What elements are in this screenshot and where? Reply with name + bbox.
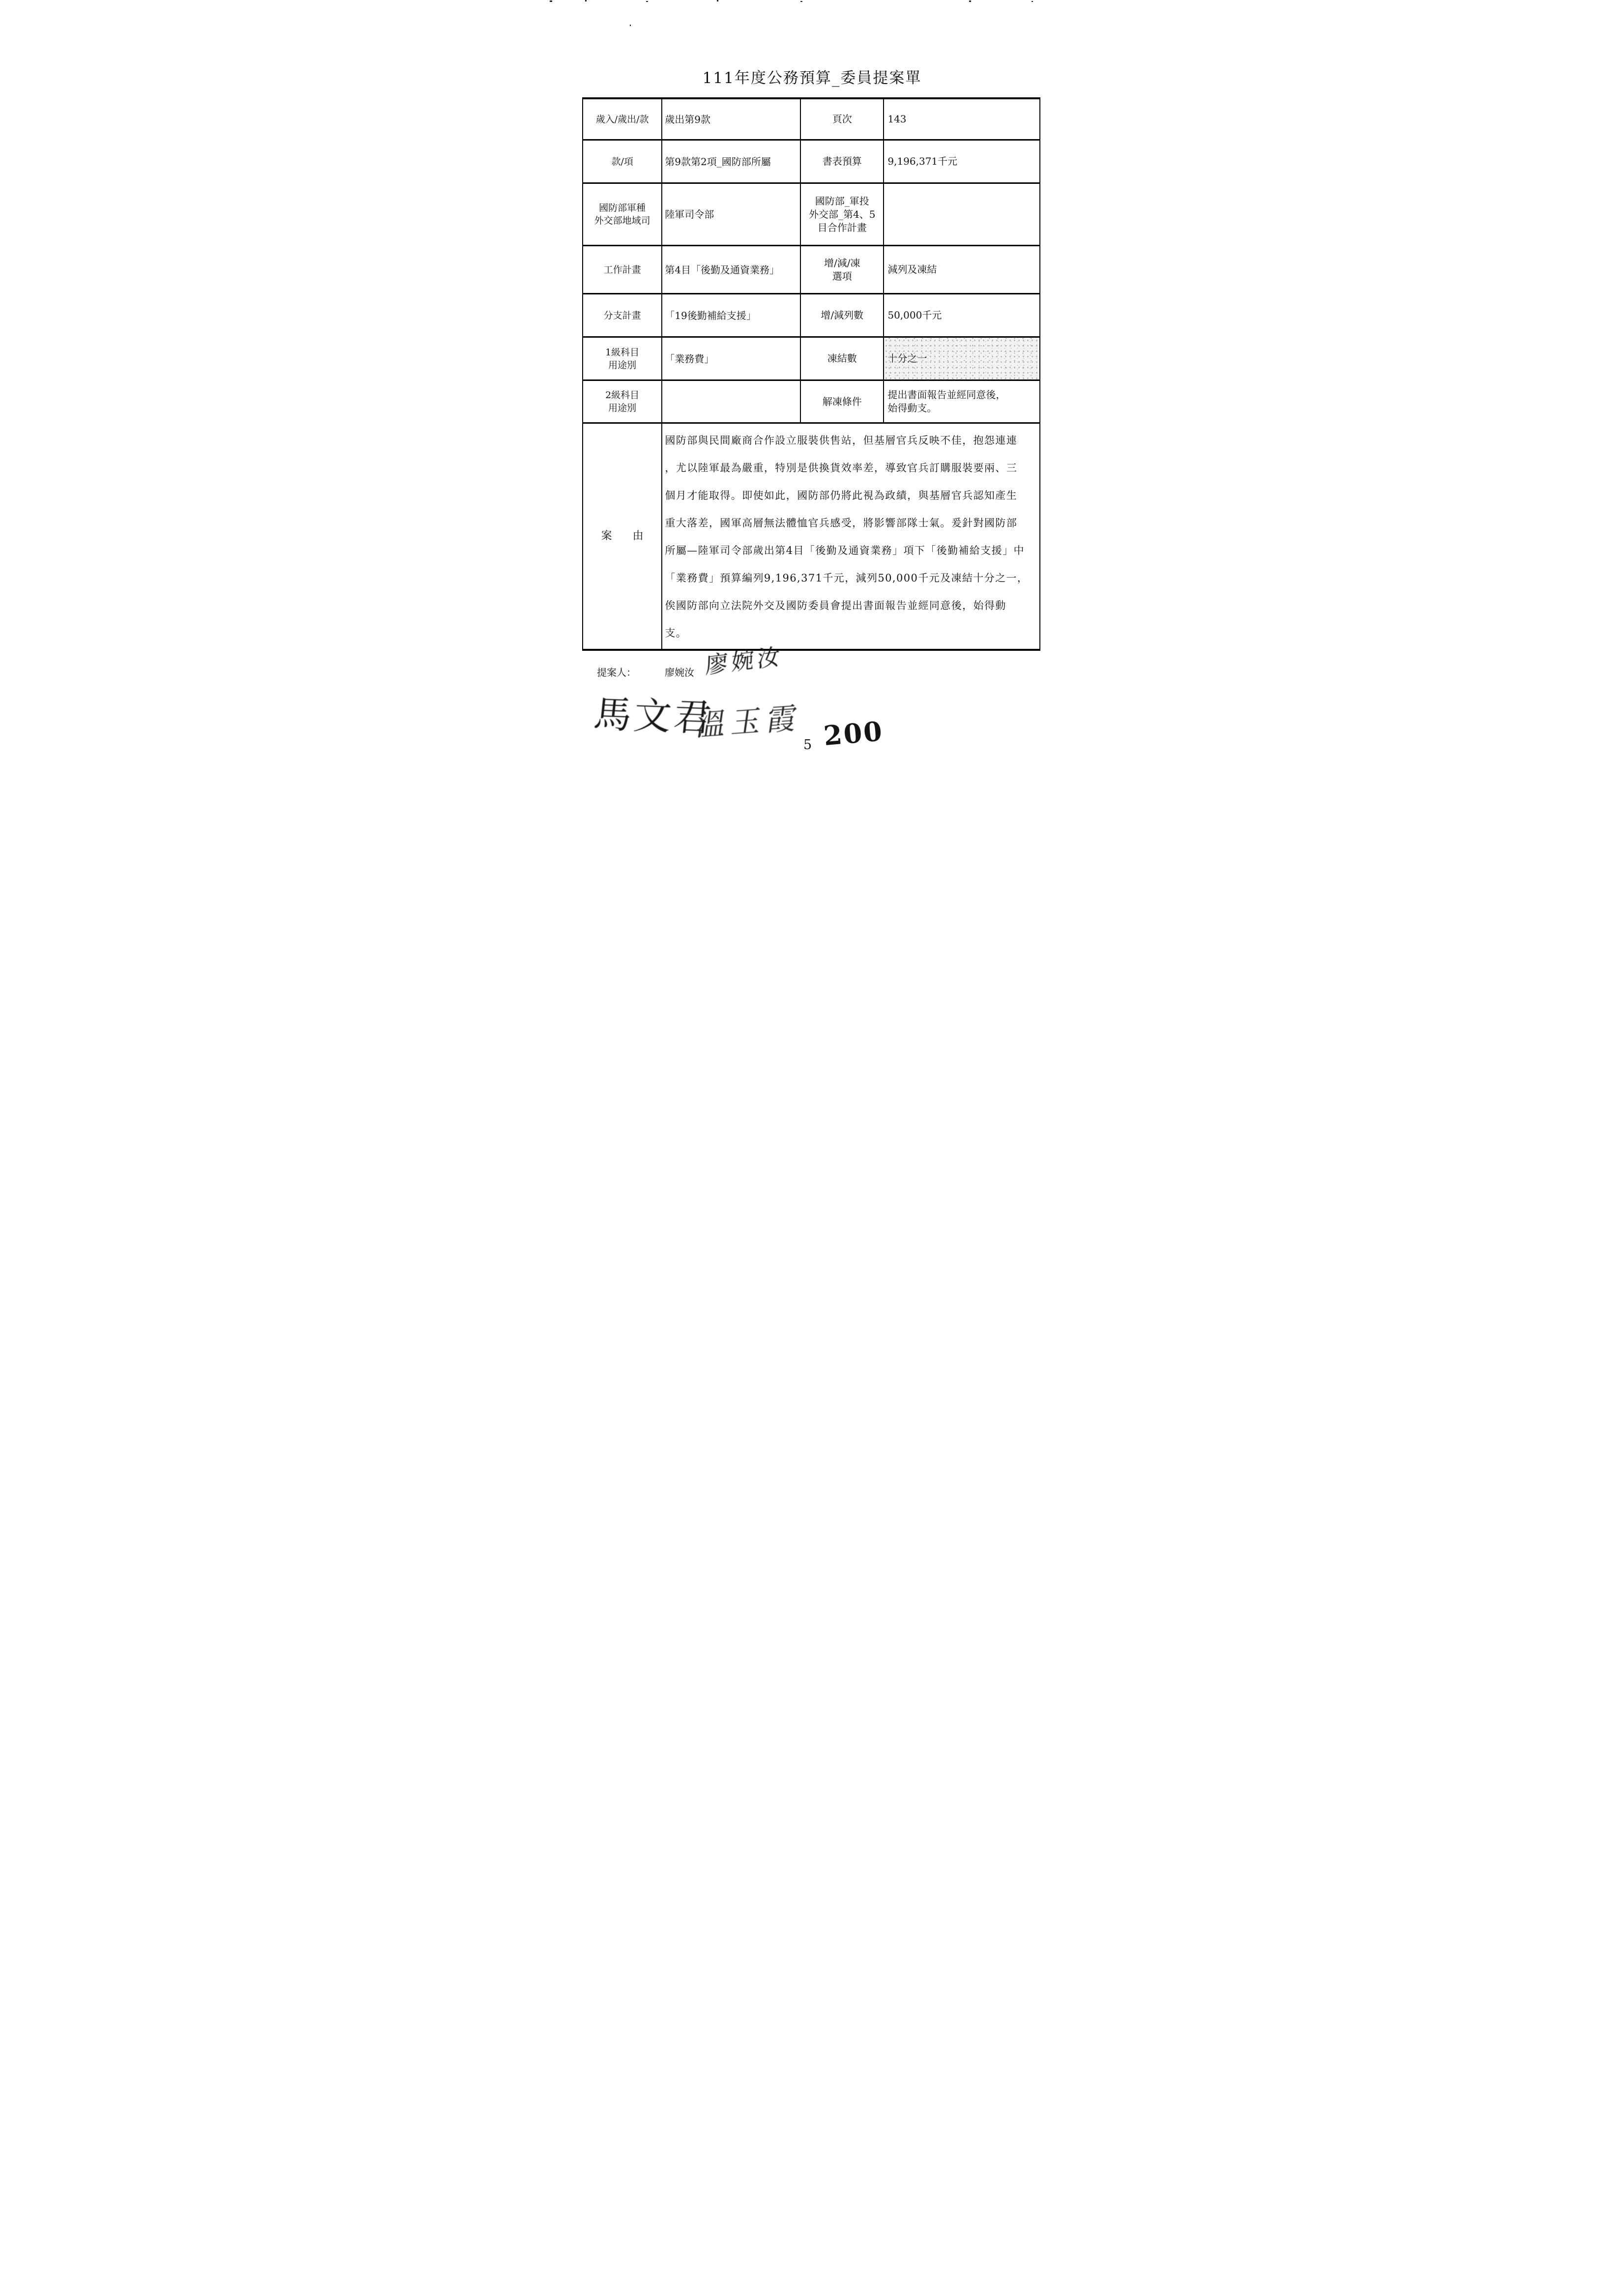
signature-liao-wan-ju: 廖婉汝: [705, 642, 784, 679]
label-cut-amount: [801, 294, 884, 336]
scan-speck: [585, 0, 587, 1]
value-text: 減列及凍結: [887, 263, 937, 275]
table-row-budget-section: [583, 99, 1039, 141]
case-line: 支。: [665, 627, 687, 639]
value-sub-plan: [662, 294, 801, 336]
value-text: 始得動支。: [887, 402, 937, 414]
case-line: 俟國防部向立法院外交及國防委員會提出書面報告並經同意後，始得動: [665, 600, 1006, 611]
scan-speck: [1032, 1, 1033, 2]
value-page-index: [884, 99, 1039, 139]
value-unfreeze-condition: [884, 381, 1039, 422]
label-text: 增/減/凍: [824, 257, 860, 269]
case-line: 重大落差，國軍高層無法體恤官兵感受，將影響部隊士氣。爰針對國防部: [665, 517, 1018, 529]
scan-speck: [550, 0, 552, 2]
value-work-plan: [662, 246, 801, 293]
label-text: 歲入/歲出/款: [595, 114, 649, 125]
label-budget-section: [583, 99, 662, 139]
value-freeze-amount: [884, 338, 1039, 379]
value-text: 陸軍司令部: [665, 208, 714, 220]
proposer-label: 提案人：: [597, 667, 636, 678]
label-cooperation-plan: [801, 184, 884, 245]
label-item: [583, 141, 662, 182]
label-text: 國防部_軍投: [815, 195, 869, 207]
label-level1-subject: [583, 338, 662, 379]
table-row-service-branch: [583, 184, 1039, 246]
label-text: 工作計畫: [603, 264, 641, 275]
value-book-budget: [884, 141, 1039, 182]
value-level1-subject: [662, 338, 801, 379]
label-freeze-amount: [801, 338, 884, 379]
label-text: 用途別: [608, 359, 637, 371]
value-change-option: [884, 246, 1039, 293]
label-page-index: [801, 99, 884, 139]
label-text: 增/減列數: [821, 309, 864, 321]
value-text: 143: [887, 113, 907, 125]
value-text: 「業務費」: [665, 352, 714, 365]
table-row-level2-subject: [583, 381, 1039, 424]
page-number: 5: [803, 737, 812, 753]
page-title: 111年度公務預算_委員提案單: [702, 69, 922, 87]
value-budget-section: [662, 99, 801, 139]
case-line: 國防部與民間廠商合作設立服裝供售站，但基層官兵反映不佳，抱怨連連: [665, 435, 1018, 446]
proposal-table: [582, 97, 1040, 651]
label-text: 用途別: [608, 403, 637, 413]
label-text: 由: [632, 530, 644, 542]
scan-speck: [800, 1, 802, 2]
value-text: 第9款第2項_國防部所屬: [665, 155, 771, 168]
table-row-item: [583, 141, 1039, 184]
value-text: 提出書面報告並經同意後，: [887, 389, 1006, 401]
label-text: 1級科目: [605, 347, 640, 358]
label-text: 頁次: [832, 113, 852, 125]
table-row-sub-plan: [583, 294, 1039, 338]
label-case: [583, 424, 662, 649]
label-text: 外交部地域司: [594, 215, 650, 226]
scan-speck: [717, 0, 718, 1]
label-text: 2級科目: [605, 390, 640, 401]
case-line: 所屬—陸軍司令部歲出第4目「後勤及通資業務」項下「後勤補給支援」中: [665, 545, 1025, 556]
label-text: 書表預算: [822, 155, 862, 167]
value-cut-amount: [884, 294, 1039, 336]
value-level2-subject: [662, 381, 801, 422]
case-description-body: [662, 424, 1039, 649]
label-text: 款/項: [611, 156, 633, 167]
case-label-chars: [601, 530, 644, 543]
label-work-plan: [583, 246, 662, 293]
label-book-budget: [801, 141, 884, 182]
case-line: 個月才能取得。即使如此，國防部仍將此視為政績，與基層官兵認知產生: [665, 490, 1018, 501]
document-page: [541, 0, 1083, 765]
table-row-work-plan: [583, 246, 1039, 294]
table-row-level1-subject: [583, 338, 1039, 381]
value-text: 9,196,371千元: [887, 155, 958, 167]
value-item: [662, 141, 801, 182]
handwritten-number: 200: [822, 715, 885, 752]
label-sub-plan: [583, 294, 662, 336]
label-level2-subject: [583, 381, 662, 422]
case-line: 「業務費」預算編列9,196,371千元，減列50,000千元及凍結十分之一，: [665, 572, 1029, 584]
proposer-name: 廖婉汝: [665, 667, 694, 678]
label-text: 案: [601, 530, 612, 542]
label-text: 目合作計畫: [817, 221, 867, 233]
scan-speck: [630, 25, 631, 26]
scan-speck: [646, 1, 648, 2]
signature-wen-yu-hsia: 溫玉霞: [694, 700, 805, 743]
case-line: ，尤以陸軍最為嚴重，特別是供換貨效率差，導致官兵訂購服裝要兩、三: [665, 462, 1018, 474]
scan-speck: [969, 0, 971, 2]
value-text: 歲出第9款: [665, 113, 711, 125]
table-row-case-description: [583, 424, 1039, 649]
value-text: 「19後勤補給支援」: [665, 309, 756, 321]
value-text: 十分之一: [887, 352, 927, 364]
value-cooperation-plan: [884, 184, 1039, 245]
label-text: 選項: [832, 270, 852, 282]
label-text: 解凍條件: [822, 395, 862, 407]
value-text: 第4目「後勤及通資業務」: [665, 263, 780, 276]
label-text: 國防部軍種: [599, 203, 646, 213]
value-text: 50,000千元: [887, 309, 942, 321]
label-change-option: [801, 246, 884, 293]
label-text: 凍結數: [827, 352, 857, 364]
label-service-branch: [583, 184, 662, 245]
signature-ma-wen-chun: 馬文君: [591, 692, 716, 740]
label-text: 分支計畫: [603, 310, 641, 321]
value-service-branch: [662, 184, 801, 245]
label-text: 外交部_第4、5: [809, 208, 876, 220]
label-unfreeze-condition: [801, 381, 884, 422]
